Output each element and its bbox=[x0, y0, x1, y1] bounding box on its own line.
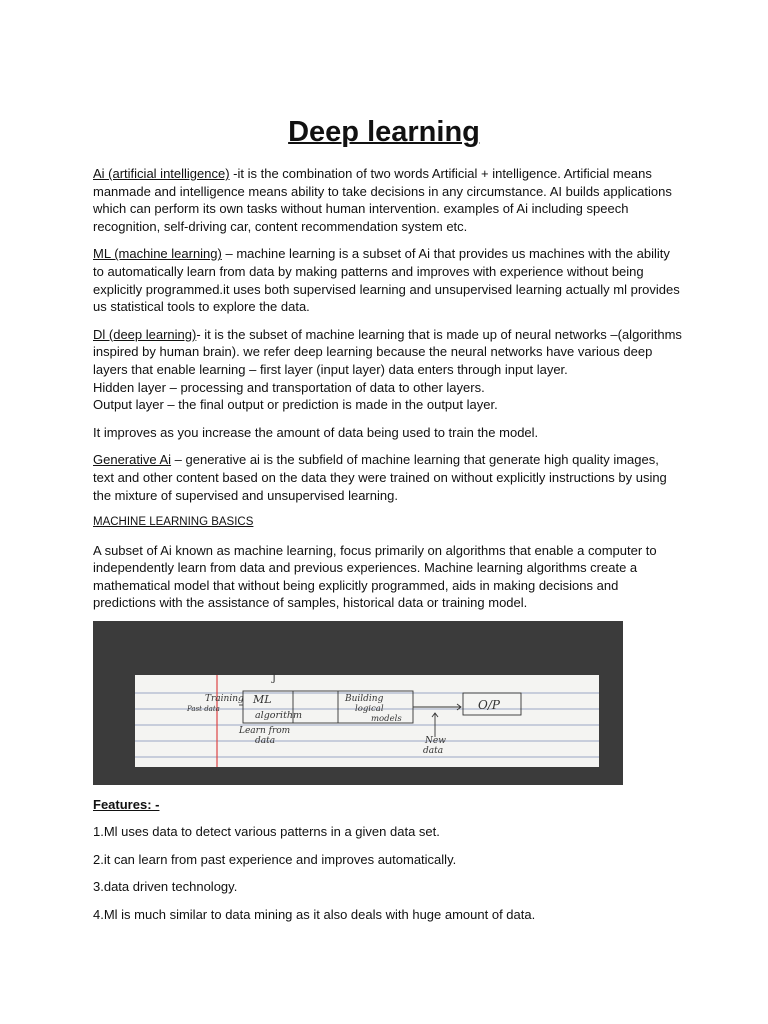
label-new: New bbox=[425, 736, 446, 746]
genai-term: Generative Ai bbox=[93, 452, 172, 468]
notebook-paper bbox=[135, 675, 599, 767]
ml-paragraph bbox=[93, 245, 683, 315]
dl-output-layer: Output layer – the final output or prediction is made in the output layer. bbox=[93, 397, 498, 413]
ml-term: ML (machine learning) bbox=[93, 246, 222, 262]
improves-paragraph: It improves as you increase the amount of data being used to train the model. bbox=[93, 424, 539, 440]
ai-text: -it is the combination of two words Artificial + intelligence. Artificial means manmade and intelligence means ability to take decisions in any circumstance. AI builds applications which can perform its own tasks without human intervention. examples of Ai including speech recognition, self-driving car, content recommendation system etc. bbox=[93, 166, 672, 234]
ml-diagram-photo bbox=[93, 621, 623, 785]
feature-item: 2.it can learn from past experience and improves automatically. bbox=[93, 851, 457, 867]
dl-term: Dl (deep learning) bbox=[93, 326, 197, 342]
label-algorithm: algorithm bbox=[255, 710, 303, 721]
label-new-data: data bbox=[423, 746, 444, 756]
page-title: Deep learning bbox=[288, 116, 480, 148]
feature-item: 4.Ml is much similar to data mining as it also deals with huge amount of data. bbox=[93, 906, 536, 922]
label-data: data bbox=[255, 736, 276, 746]
dl-paragraph bbox=[93, 326, 683, 414]
features-section bbox=[93, 796, 683, 933]
ml-text: – machine learning is a subset of Ai that provides us machines with the ability to automatically learn from data by making patterns and improves with experience without being explicitly programmed.it uses both supervised learning and unsupervised learning actually ml provides us statistical tools to explore the data. bbox=[93, 246, 680, 315]
label-past-data: Past data bbox=[187, 705, 220, 713]
ai-term: Ai (artificial intelligence) bbox=[93, 166, 230, 181]
features-heading: Features: - bbox=[93, 797, 160, 812]
handwritten-diagram bbox=[93, 621, 623, 785]
intro-sections bbox=[93, 165, 683, 622]
feature-item: 3.data driven technology. bbox=[93, 879, 238, 895]
label-logical: logical bbox=[355, 704, 384, 714]
label-op: O/P bbox=[478, 698, 500, 712]
feature-item: 1.Ml uses data to detect various patterns in a given data set. bbox=[93, 824, 440, 840]
label-training: Training bbox=[205, 694, 244, 704]
dl-hidden-layer: Hidden layer – processing and transportation of data to other layers. bbox=[93, 379, 485, 395]
genai-text: – generative ai is the subfield of machine learning that generate high quality images, text and other content based on the data they were trained on without explicitly instructions by using the mixture of supervised and unsupervised learning. bbox=[93, 452, 667, 503]
label-ml: ML bbox=[253, 693, 272, 706]
genai-paragraph bbox=[93, 451, 683, 504]
label-models: models bbox=[371, 714, 402, 724]
ml-basics-heading: MACHINE LEARNING BASICS bbox=[93, 516, 254, 529]
label-building: Building bbox=[345, 694, 384, 704]
ai-paragraph bbox=[93, 165, 683, 235]
label-learn-from: Learn from bbox=[239, 726, 291, 736]
ml-basics-paragraph: A subset of Ai known as machine learning, focus primarily on algorithms that enable a computer to independently learn from data and previous experiences. Machine learning algorithms create a mathematical model that without being explicitly programmed, aids in making decisions and predictions with the assistance of samples, historical data or training model. bbox=[93, 542, 657, 611]
top-mark: J bbox=[272, 673, 277, 684]
dl-text: - it is the subset of machine learning that is made up of neural networks –(algorithms inspired by human brain). we refer deep learning because the neural networks have various deep layers that enable learning – first layer (input layer) data enters through input layer. bbox=[93, 326, 682, 377]
